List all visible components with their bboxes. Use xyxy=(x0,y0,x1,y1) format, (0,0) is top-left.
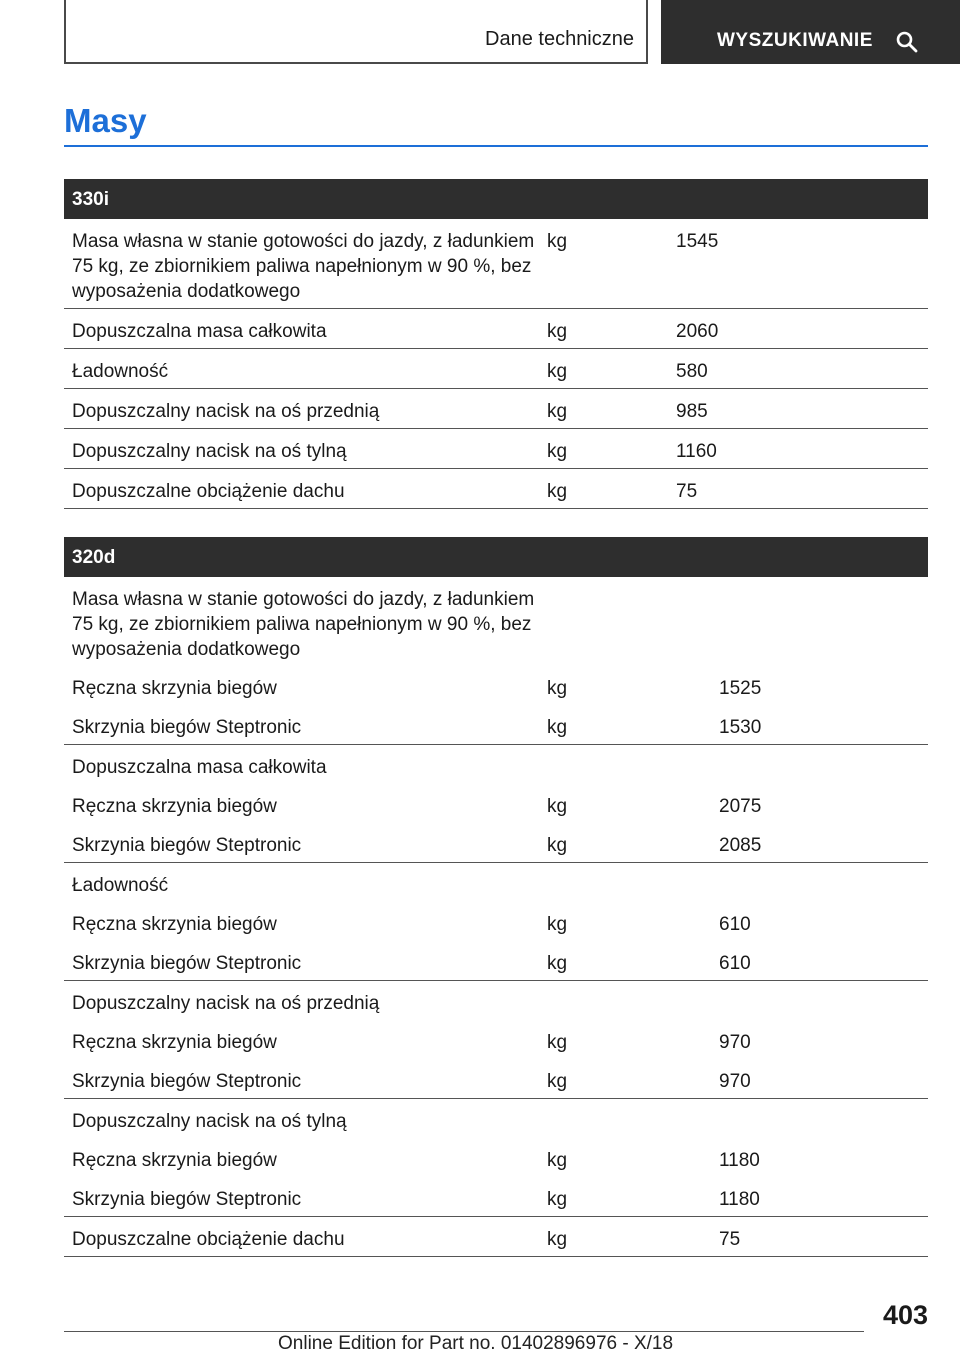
row-unit: kg xyxy=(547,1229,568,1250)
footer-divider xyxy=(64,1331,864,1332)
row-unit: kg xyxy=(547,231,568,252)
table-row xyxy=(64,941,928,981)
row-label: Dopuszczalny nacisk na oś tylną xyxy=(72,1111,347,1132)
table-row xyxy=(64,469,928,509)
row-value: 75 xyxy=(719,1229,741,1250)
row-label: Ręczna skrzynia biegów xyxy=(72,678,277,699)
row-value: 1525 xyxy=(719,678,762,699)
row-unit: kg xyxy=(547,481,568,502)
search-label: WYSZUKIWANIE xyxy=(717,30,873,51)
search-button[interactable] xyxy=(661,0,960,64)
row-value: 2085 xyxy=(719,835,762,856)
table-row xyxy=(64,577,928,666)
table-row xyxy=(64,705,928,745)
table-row xyxy=(64,863,928,902)
row-unit: kg xyxy=(547,717,568,738)
table-row xyxy=(64,823,928,863)
row-label: Skrzynia biegów Steptronic xyxy=(72,835,302,856)
section-header: 330i xyxy=(64,179,928,219)
row-label: Dopuszczalny nacisk na oś tylną xyxy=(72,441,347,462)
row-unit: kg xyxy=(547,678,568,699)
table-row xyxy=(64,349,928,389)
row-value: 1545 xyxy=(676,231,719,252)
row-value: 1180 xyxy=(719,1150,760,1171)
row-label: Dopuszczalna masa całkowita xyxy=(72,321,327,342)
row-label: Skrzynia biegów Steptronic xyxy=(72,1189,302,1210)
row-value: 610 xyxy=(719,953,751,974)
page-number: 403 xyxy=(882,1300,928,1330)
row-value: 610 xyxy=(719,914,751,935)
search-icon xyxy=(895,30,919,54)
header-section-title: Dane techniczne xyxy=(485,28,634,50)
title-divider xyxy=(64,145,928,147)
row-unit: kg xyxy=(547,1150,568,1171)
row-label: Ręczna skrzynia biegów xyxy=(72,796,277,817)
row-value: 2075 xyxy=(719,796,762,817)
row-label: Ręczna skrzynia biegów xyxy=(72,1032,277,1053)
section-330i xyxy=(64,179,928,509)
table-row xyxy=(64,745,928,784)
row-value: 1180 xyxy=(719,1189,760,1210)
table-row xyxy=(64,1020,928,1059)
row-unit: kg xyxy=(547,914,568,935)
header-tab-section xyxy=(64,0,648,64)
row-unit: kg xyxy=(547,401,568,422)
table-row xyxy=(64,219,928,309)
row-value: 1530 xyxy=(719,717,762,738)
row-unit: kg xyxy=(547,796,568,817)
table-row xyxy=(64,1059,928,1099)
table-row xyxy=(64,981,928,1020)
row-label: Skrzynia biegów Steptronic xyxy=(72,953,302,974)
row-label: Ładowność xyxy=(72,875,169,896)
table-row xyxy=(64,1099,928,1138)
row-label: Dopuszczalna masa całkowita xyxy=(72,757,327,778)
table-row xyxy=(64,1217,928,1257)
page-title: Masy xyxy=(64,102,147,139)
table-row xyxy=(64,309,928,349)
row-label: Masa własna w stanie gotowości do jazdy, z ładunkiem 75 kg, ze zbiornikiem paliwa napełnionym w 90 %, bez wyposażenia dodatkowego xyxy=(72,589,535,660)
row-unit: kg xyxy=(547,321,568,342)
table-row xyxy=(64,1177,928,1217)
edition-info: Online Edition for Part no. 01402896976 - X/18 xyxy=(278,1333,674,1354)
section-header: 320d xyxy=(64,537,928,577)
row-label: Dopuszczalne obciążenie dachu xyxy=(72,481,345,502)
row-label: Ładowność xyxy=(72,361,169,382)
row-unit: kg xyxy=(547,441,568,462)
row-label: Ręczna skrzynia biegów xyxy=(72,914,277,935)
table-row xyxy=(64,389,928,429)
row-value: 985 xyxy=(676,401,708,422)
row-value: 2060 xyxy=(676,321,719,342)
table-row xyxy=(64,666,928,705)
table-row xyxy=(64,784,928,823)
row-label: Dopuszczalny nacisk na oś przednią xyxy=(72,993,380,1014)
row-label: Skrzynia biegów Steptronic xyxy=(72,1071,302,1092)
table-row xyxy=(64,902,928,941)
row-label: Masa własna w stanie gotowości do jazdy, z ładunkiem 75 kg, ze zbiornikiem paliwa napełnionym w 90 %, bez wyposażenia dodatkowego xyxy=(72,231,535,302)
row-value: 1160 xyxy=(676,441,717,462)
row-label: Dopuszczalny nacisk na oś przednią xyxy=(72,401,380,422)
table-row xyxy=(64,1138,928,1177)
table-row xyxy=(64,429,928,469)
row-unit: kg xyxy=(547,1189,568,1210)
row-label: Ręczna skrzynia biegów xyxy=(72,1150,277,1171)
row-unit: kg xyxy=(547,953,568,974)
row-label: Dopuszczalne obciążenie dachu xyxy=(72,1229,345,1250)
row-value: 970 xyxy=(719,1071,751,1092)
row-unit: kg xyxy=(547,361,568,382)
row-value: 75 xyxy=(676,481,698,502)
section-320d xyxy=(64,537,928,1257)
row-value: 580 xyxy=(676,361,708,382)
row-unit: kg xyxy=(547,1032,568,1053)
row-unit: kg xyxy=(547,1071,568,1092)
row-label: Skrzynia biegów Steptronic xyxy=(72,717,302,738)
row-value: 970 xyxy=(719,1032,751,1053)
row-unit: kg xyxy=(547,835,568,856)
